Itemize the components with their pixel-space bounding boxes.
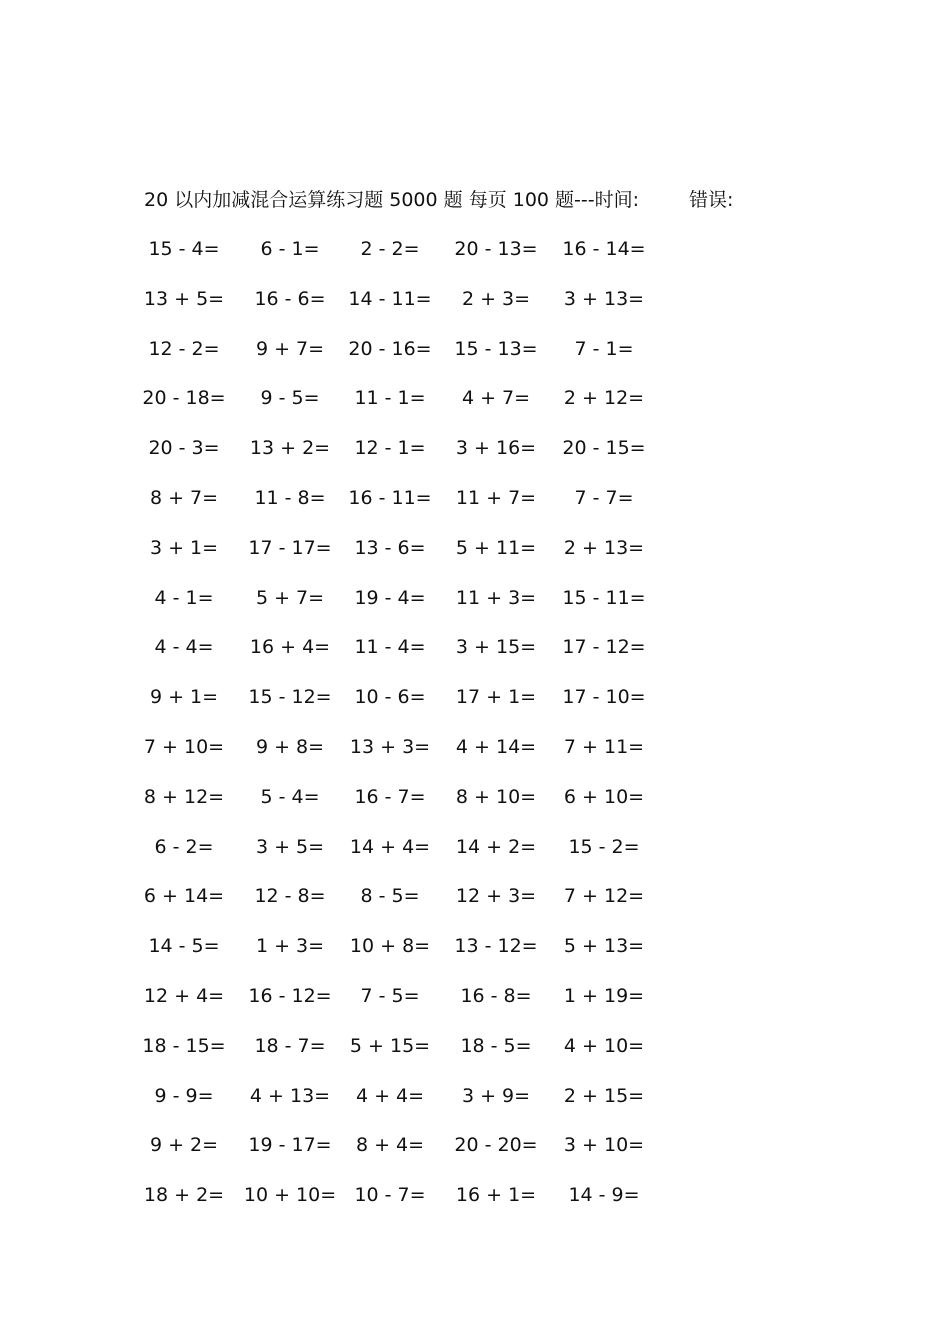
problem-row: [0, 683, 950, 733]
problem-cell: 19 - 17=: [248, 1134, 332, 1157]
problem-cell: 9 + 8=: [255, 735, 325, 758]
problem-cell: 13 - 6=: [354, 536, 426, 559]
problem-cell: 9 + 2=: [149, 1134, 219, 1157]
problem-cell: 3 + 1=: [149, 536, 219, 559]
problem-cell: 5 + 7=: [255, 586, 325, 609]
problem-cell: 16 - 8=: [460, 984, 532, 1007]
problem-cell: 6 + 10=: [563, 785, 645, 808]
problem-cell: 16 + 1=: [455, 1184, 537, 1207]
problem-cell: 4 + 13=: [249, 1084, 331, 1107]
problem-cell: 3 + 9=: [461, 1084, 531, 1107]
problem-cell: 5 + 15=: [349, 1034, 431, 1057]
problem-cell: 15 - 11=: [562, 586, 646, 609]
problem-cell: 5 + 13=: [563, 935, 645, 958]
problem-cell: 16 - 12=: [248, 984, 332, 1007]
problem-cell: 3 + 10=: [563, 1134, 645, 1157]
problem-cell: 20 - 13=: [454, 238, 538, 260]
problem-row: [0, 982, 950, 1032]
problem-cell: 12 - 2=: [148, 337, 220, 360]
problem-cell: 9 - 5=: [260, 387, 320, 410]
problem-cell: 2 - 2=: [360, 238, 420, 260]
problem-cell: 7 - 1=: [574, 337, 634, 360]
problem-cell: 11 + 7=: [455, 486, 537, 509]
problem-cell: 8 - 5=: [360, 885, 420, 908]
errors-label: 错误:: [689, 189, 734, 211]
problem-cell: 5 - 4=: [260, 785, 320, 808]
problem-cell: 4 - 1=: [154, 586, 214, 609]
problem-cell: 9 + 7=: [255, 337, 325, 360]
problem-cell: 9 + 1=: [149, 686, 219, 709]
problem-cell: 20 - 20=: [454, 1134, 538, 1157]
problem-row: [0, 783, 950, 833]
problem-row: [0, 633, 950, 683]
problem-cell: 2 + 15=: [563, 1084, 645, 1107]
problem-cell: 16 + 4=: [249, 636, 331, 659]
worksheet-header: [144, 186, 784, 214]
problem-cell: 10 - 6=: [354, 686, 426, 709]
problem-cell: 13 - 12=: [454, 935, 538, 958]
problem-cell: 12 + 4=: [143, 984, 225, 1007]
problem-row: [0, 534, 950, 584]
problem-cell: 6 - 1=: [260, 238, 320, 260]
problem-cell: 14 + 2=: [455, 835, 537, 858]
problem-cell: 7 - 7=: [574, 486, 634, 509]
problem-cell: 12 - 1=: [354, 437, 426, 460]
problem-cell: 1 + 19=: [563, 984, 645, 1007]
problem-row: [0, 285, 950, 335]
problem-cell: 7 - 5=: [360, 984, 420, 1007]
problem-row: [0, 235, 950, 285]
problem-cell: 20 - 15=: [562, 437, 646, 460]
problem-cell: 17 + 1=: [455, 686, 537, 709]
problem-cell: 16 - 14=: [562, 238, 646, 260]
problem-cell: 6 + 14=: [143, 885, 225, 908]
problem-cell: 13 + 3=: [349, 735, 431, 758]
problem-cell: 8 + 7=: [149, 486, 219, 509]
problem-row: [0, 833, 950, 883]
problem-cell: 14 - 9=: [568, 1184, 640, 1207]
problem-cell: 4 - 4=: [154, 636, 214, 659]
problem-cell: 2 + 13=: [563, 536, 645, 559]
problem-cell: 11 - 8=: [254, 486, 326, 509]
problem-row: [0, 484, 950, 534]
problem-row: [0, 1032, 950, 1082]
problem-cell: 13 + 2=: [249, 437, 331, 460]
problem-cell: 12 - 8=: [254, 885, 326, 908]
problem-cell: 3 + 16=: [455, 437, 537, 460]
problem-cell: 14 - 5=: [148, 935, 220, 958]
problem-cell: 20 - 18=: [142, 387, 226, 410]
problem-cell: 18 + 2=: [143, 1184, 225, 1207]
problem-cell: 10 + 10=: [243, 1184, 337, 1207]
problem-cell: 15 - 2=: [568, 835, 640, 858]
problem-cell: 5 + 11=: [455, 536, 537, 559]
problem-row: [0, 1131, 950, 1181]
problem-cell: 18 - 5=: [460, 1034, 532, 1057]
problem-cell: 17 - 10=: [562, 686, 646, 709]
problem-cell: 16 - 6=: [254, 287, 326, 310]
problem-row: [0, 1181, 950, 1231]
problem-cell: 2 + 12=: [563, 387, 645, 410]
problem-row: [0, 882, 950, 932]
problem-cell: 7 + 12=: [563, 885, 645, 908]
problem-row: [0, 384, 950, 434]
problem-cell: 12 + 3=: [455, 885, 537, 908]
problem-cell: 2 + 3=: [461, 287, 531, 310]
problem-cell: 4 + 4=: [355, 1084, 425, 1107]
problem-cell: 4 + 14=: [455, 735, 537, 758]
problem-cell: 17 - 12=: [562, 636, 646, 659]
problem-cell: 9 - 9=: [154, 1084, 214, 1107]
problem-cell: 10 + 8=: [349, 935, 431, 958]
problem-cell: 11 + 3=: [455, 586, 537, 609]
problem-cell: 18 - 7=: [254, 1034, 326, 1057]
problem-cell: 15 - 4=: [148, 238, 220, 260]
problem-cell: 8 + 4=: [355, 1134, 425, 1157]
problem-cell: 8 + 12=: [143, 785, 225, 808]
problem-cell: 1 + 3=: [255, 935, 325, 958]
problem-grid: [0, 235, 950, 1231]
problem-cell: 18 - 15=: [142, 1034, 226, 1057]
problem-row: [0, 584, 950, 634]
problem-cell: 19 - 4=: [354, 586, 426, 609]
problem-cell: 11 - 4=: [354, 636, 426, 659]
problem-cell: 4 + 7=: [461, 387, 531, 410]
problem-cell: 7 + 10=: [143, 735, 225, 758]
problem-cell: 16 - 11=: [348, 486, 432, 509]
problem-row: [0, 932, 950, 982]
problem-row: [0, 335, 950, 385]
problem-cell: 7 + 11=: [563, 735, 645, 758]
problem-cell: 3 + 13=: [563, 287, 645, 310]
problem-cell: 20 - 16=: [348, 337, 432, 360]
problem-cell: 14 - 11=: [348, 287, 432, 310]
problem-cell: 10 - 7=: [354, 1184, 426, 1207]
problem-cell: 15 - 12=: [248, 686, 332, 709]
problem-cell: 11 - 1=: [354, 387, 426, 410]
problem-cell: 20 - 3=: [148, 437, 220, 460]
problem-row: [0, 733, 950, 783]
problem-cell: 13 + 5=: [143, 287, 225, 310]
problem-cell: 14 + 4=: [349, 835, 431, 858]
problem-cell: 6 - 2=: [154, 835, 214, 858]
problem-cell: 15 - 13=: [454, 337, 538, 360]
problem-cell: 3 + 5=: [255, 835, 325, 858]
problem-cell: 16 - 7=: [354, 785, 426, 808]
problem-cell: 17 - 17=: [248, 536, 332, 559]
problem-cell: 3 + 15=: [455, 636, 537, 659]
worksheet-title: 20 以内加减混合运算练习题 5000 题 每页 100 题---时间:: [144, 189, 640, 211]
problem-row: [0, 434, 950, 484]
problem-row: [0, 1082, 950, 1132]
problem-cell: 4 + 10=: [563, 1034, 645, 1057]
problem-cell: 8 + 10=: [455, 785, 537, 808]
